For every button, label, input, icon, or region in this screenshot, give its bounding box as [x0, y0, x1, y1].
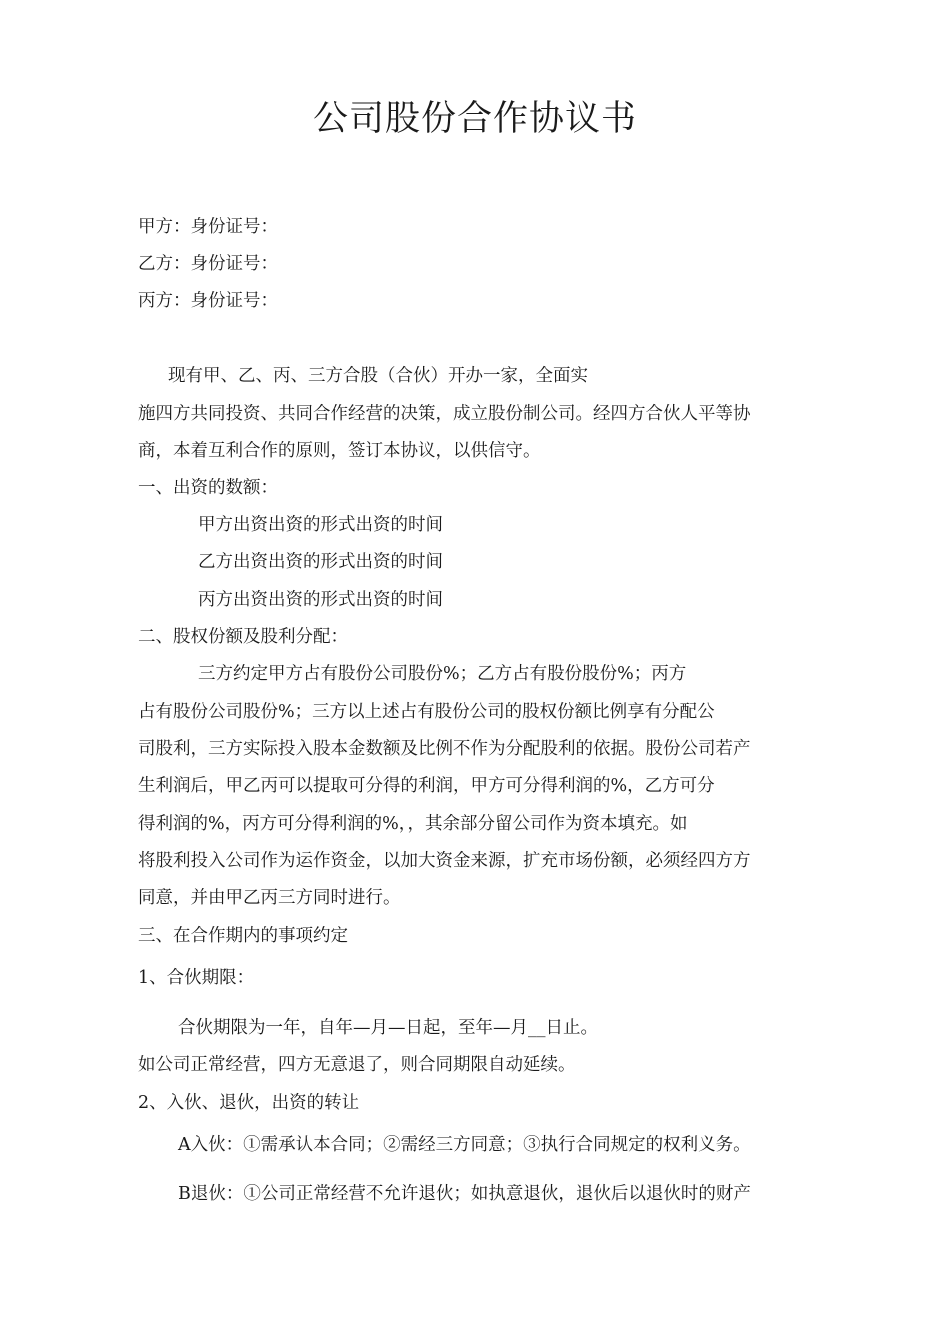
party-b-line: 乙方：身份证号： [138, 254, 278, 274]
section-2-line: 同意，并由甲乙丙三方同时进行。 [138, 888, 401, 908]
join-clause: A入伙：①需承认本合同；②需经三方同意；③执行合同规定的权利义务。 [178, 1135, 751, 1155]
section-1-heading: 一、出资的数额： [138, 478, 278, 498]
subsection-1-line: 如公司正常经营，四方无意退了，则合同期限自动延续。 [138, 1055, 576, 1075]
contribution-item: 乙方出资出资的形式出资的时间 [198, 552, 443, 572]
subsection-1-line: 合伙期限为一年，自年—月—日起，至年—月__日止。 [178, 1018, 598, 1038]
section-2-line: 生利润后，甲乙丙可以提取可分得的利润，甲方可分得利润的%，乙方可分 [138, 776, 715, 796]
section-2-line: 得利润的%，丙方可分得利润的%，，其余部分留公司作为资本填充。如 [138, 814, 688, 834]
section-2-line: 将股利投入公司作为运作资金，以加大资金来源，扩充市场份额，必须经四方方 [138, 851, 751, 871]
party-a-line: 甲方：身份证号： [138, 217, 278, 237]
section-2-heading: 二、股权份额及股利分配： [138, 627, 348, 647]
section-2-line: 司股利，三方实际投入股本金数额及比例不作为分配股利的依据。股份公司若产 [138, 739, 751, 759]
section-2-line: 占有股份公司股份%；三方以上述占有股份公司的股权份额比例享有分配公 [138, 702, 715, 722]
subsection-1-heading: 1、合伙期限： [138, 968, 255, 988]
contribution-item: 甲方出资出资的形式出资的时间 [198, 515, 443, 535]
party-c-line: 丙方：身份证号： [138, 291, 278, 311]
intro-line: 现有甲、乙、丙、三方合股（合伙）开办一家，全面实 [168, 366, 588, 386]
intro-line: 施四方共同投资、共同合作经营的决策，成立股份制公司。经四方合伙人平等协 [138, 404, 751, 424]
intro-line: 商，本着互利合作的原则，签订本协议，以供信守。 [138, 441, 541, 461]
contribution-item: 丙方出资出资的形式出资的时间 [198, 590, 443, 610]
subsection-2-heading: 2、入伙、退伙，出资的转让 [138, 1093, 360, 1113]
withdraw-clause: B退伙：①公司正常经营不允许退伙；如执意退伙，退伙后以退伙时的财产 [178, 1184, 751, 1204]
document-title: 公司股份合作协议书 [312, 99, 637, 139]
section-2-line: 三方约定甲方占有股份公司股份%；乙方占有股份股份%；丙方 [198, 664, 687, 684]
section-3-heading: 三、在合作期内的事项约定 [138, 926, 348, 946]
